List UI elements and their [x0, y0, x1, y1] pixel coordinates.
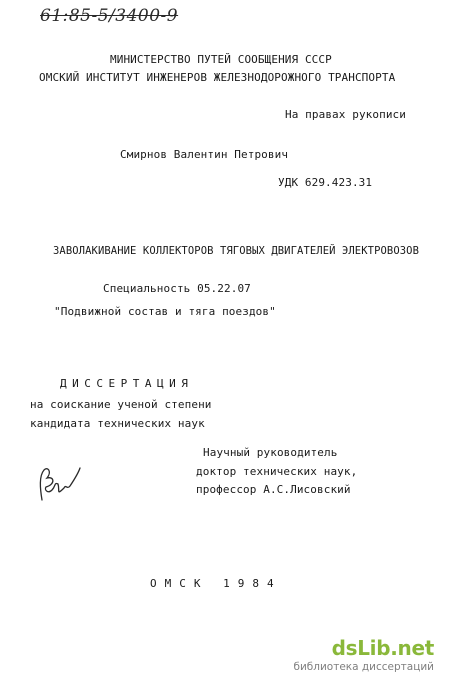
specialty-code: Специальность 05.22.07	[103, 282, 251, 295]
degree-line-2: кандидата технических наук	[30, 417, 205, 430]
specialty-name: "Подвижной состав и тяга поездов"	[54, 305, 276, 318]
ministry-heading: МИНИСТЕРСТВО ПУТЕЙ СООБЩЕНИЯ СССР	[110, 53, 332, 66]
supervisor-label: Научный руководитель	[203, 446, 338, 459]
logo-wordmark: dsLib.net	[331, 636, 434, 660]
supervisor-degree: доктор технических наук,	[196, 465, 358, 478]
dissertation-title: ЗАВОЛАКИВАНИЕ КОЛЛЕКТОРОВ ТЯГОВЫХ ДВИГАТЕЛЕЙ ЭЛЕКТРОВОЗОВ	[53, 245, 420, 257]
udc-code: УДК 629.423.31	[278, 176, 373, 189]
supervisor-name: профессор А.С.Лисовский	[196, 483, 351, 496]
city-year: ОМСК 1984	[150, 577, 282, 590]
dissertation-word: ДИССЕРТАЦИЯ	[60, 377, 194, 390]
handwritten-archive-code	[40, 6, 178, 26]
logo-tagline: библиотека диссертаций	[293, 661, 434, 673]
handwritten-signature	[34, 460, 84, 508]
archive-code-text: 61:85-5/3400-9	[40, 6, 179, 26]
manuscript-note: На правах рукописи	[285, 108, 407, 121]
author-name: Смирнов Валентин Петрович	[120, 148, 289, 161]
dslib-logo[interactable]	[270, 636, 442, 676]
institute-heading: ОМСКИЙ ИНСТИТУТ ИНЖЕНЕРОВ ЖЕЛЕЗНОДОРОЖНОГО ТРАНСПОРТА	[39, 71, 396, 84]
degree-line-1: на соискание ученой степени	[30, 398, 212, 411]
